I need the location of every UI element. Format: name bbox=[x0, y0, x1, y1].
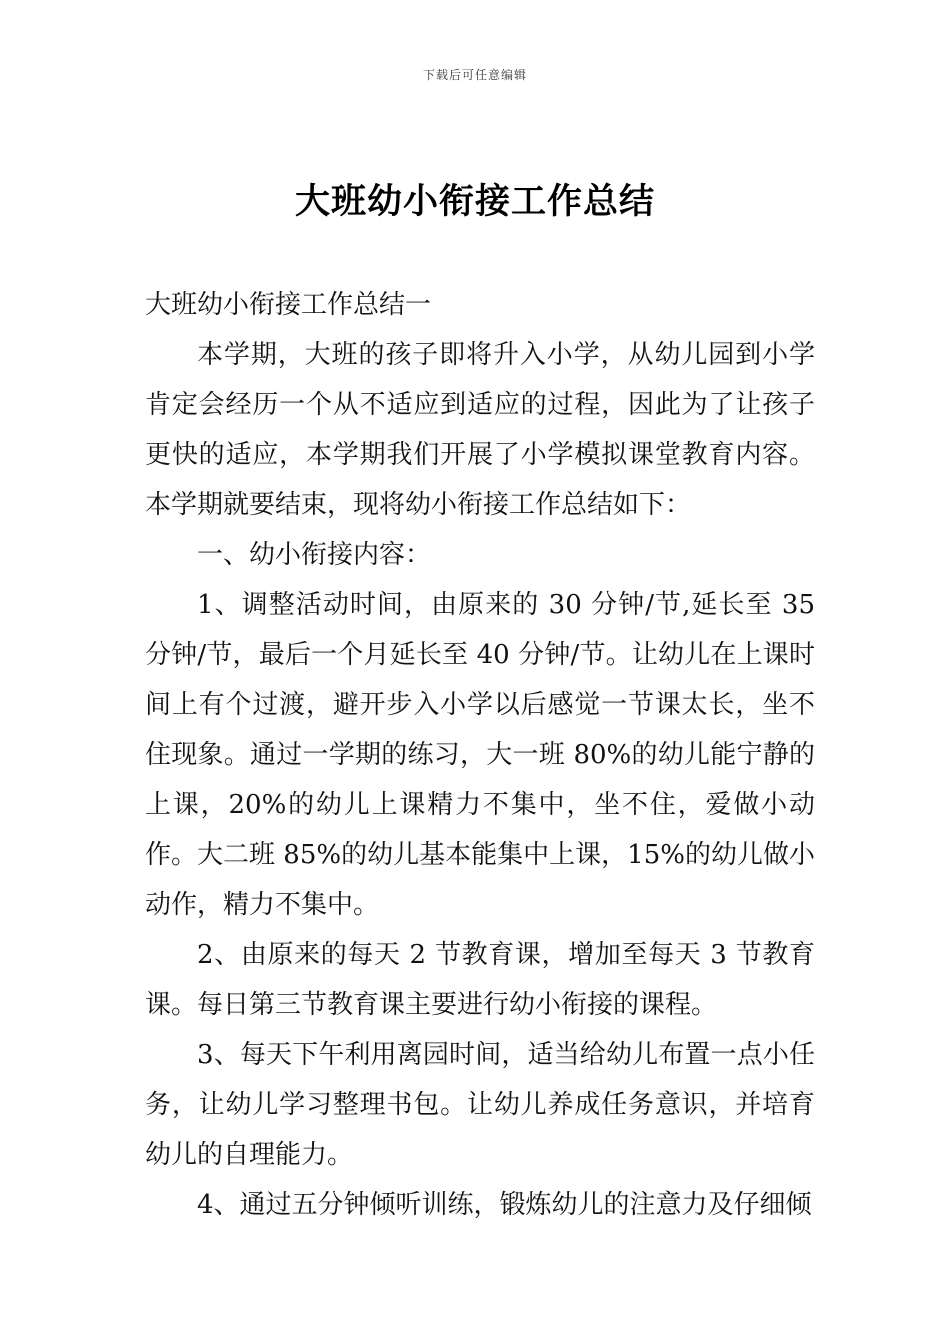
section-heading: 大班幼小衔接工作总结一 bbox=[145, 290, 432, 320]
paragraph-intro: 本学期，大班的孩子即将升入小学，从幼儿园到小学肯定会经历一个从不适应到适应的过程，因此为了让孩子更快的适应，本学期我们开展了小学模拟课堂教育内容。本学期就要结束，现将幼小衔接工作总结如下： bbox=[145, 340, 815, 520]
paragraph-item-2: 2、由原来的每天 2 节教育课，增加至每天 3 节教育课。每日第三节教育课主要进行幼小衔接的课程。 bbox=[145, 940, 815, 1020]
paragraph-item-1: 1、调整活动时间，由原来的 30 分钟/节,延长至 35 分钟/节，最后一个月延长至 40 分钟/节。让幼儿在上课时间上有个过渡，避开步入小学以后感觉一节课太长，坐不住现象。通过一学期的练习，大一班 80%的幼儿能宁静的上课，20%的幼儿上课精力不集中，坐不住，爱做小动作。大二班 85%的幼儿基本能集中上课，15%的幼儿做小动作，精力不集中。 bbox=[145, 590, 815, 920]
paragraph-item-4: 4、通过五分钟倾听训练，锻炼幼儿的注意力及仔细倾 bbox=[197, 1190, 812, 1220]
document-title: 大班幼小衔接工作总结 bbox=[294, 182, 655, 222]
document-body bbox=[145, 280, 815, 1230]
header-note: 下载后可任意编辑 bbox=[422, 68, 527, 82]
paragraph-section-one-heading: 一、幼小衔接内容： bbox=[197, 540, 432, 570]
paragraph-item-3: 3、每天下午利用离园时间，适当给幼儿布置一点小任务，让幼儿学习整理书包。让幼儿养成任务意识，并培育幼儿的自理能力。 bbox=[145, 1040, 815, 1170]
